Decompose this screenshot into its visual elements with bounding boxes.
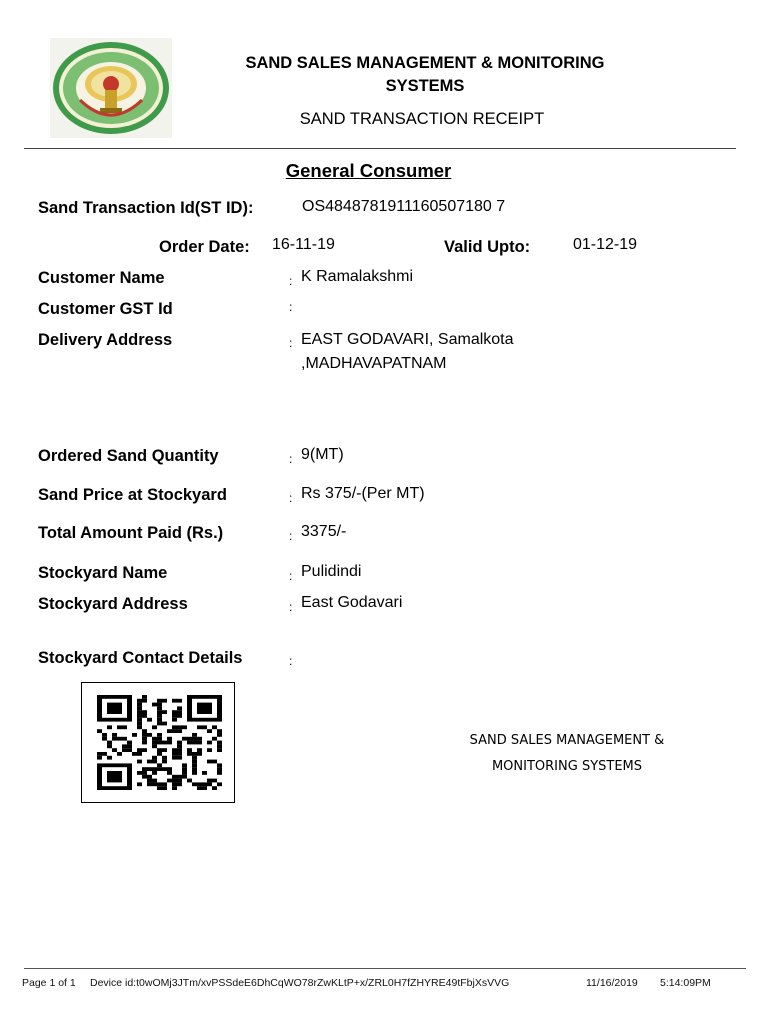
- page-number: Page 1 of 1: [22, 977, 76, 989]
- government-seal-icon: [50, 38, 172, 138]
- price-value: Rs 375/-(Per MT): [301, 485, 425, 502]
- customer-name-label: Customer Name: [38, 269, 165, 287]
- colon: :: [289, 452, 293, 466]
- print-time: 5:14:09PM: [660, 977, 711, 989]
- header-divider: [24, 148, 736, 149]
- colon: :: [289, 336, 293, 350]
- customer-name-value: K Ramalakshmi: [301, 268, 414, 285]
- stockyard-contact-label: Stockyard Contact Details: [38, 649, 243, 667]
- stockyard-name-value: Pulidindi: [301, 563, 362, 580]
- delivery-address-value: EAST GODAVARI, Samalkota ,MADHAVAPATNAM: [301, 331, 514, 372]
- customer-gst-label: Customer GST Id: [38, 300, 173, 318]
- colon: :: [289, 654, 293, 668]
- quantity-value: 9(MT): [301, 446, 344, 463]
- qr-code-icon: [81, 682, 235, 803]
- stockyard-name-label: Stockyard Name: [38, 564, 168, 582]
- price-label: Sand Price at Stockyard: [38, 486, 227, 504]
- total-amount-label: Total Amount Paid (Rs.): [38, 524, 224, 542]
- footer-organization: SAND SALES MANAGEMENT & MONITORING SYSTEMS: [469, 733, 665, 774]
- consumer-type-heading: General Consumer: [285, 160, 452, 181]
- print-date: 11/16/2019: [586, 977, 638, 989]
- order-date-value: 16-11-19: [272, 236, 335, 253]
- footer-divider: [24, 968, 746, 969]
- colon: :: [289, 491, 293, 505]
- st-id-value: OS4848781911160507180 7: [302, 198, 506, 215]
- stockyard-address-value: East Godavari: [301, 594, 403, 611]
- order-date-label: Order Date:: [159, 238, 250, 256]
- colon: :: [289, 274, 293, 288]
- colon: :: [289, 300, 293, 314]
- st-id-label: Sand Transaction Id(ST ID):: [38, 199, 254, 217]
- colon: :: [289, 600, 293, 614]
- valid-upto-label: Valid Upto:: [444, 238, 531, 256]
- delivery-address-label: Delivery Address: [38, 331, 173, 349]
- colon: :: [289, 569, 293, 583]
- quantity-label: Ordered Sand Quantity: [38, 447, 219, 465]
- receipt-subtitle: SAND TRANSACTION RECEIPT: [299, 110, 545, 128]
- total-amount-value: 3375/-: [301, 523, 347, 540]
- stockyard-address-label: Stockyard Address: [38, 595, 188, 613]
- valid-upto-value: 01-12-19: [573, 236, 638, 253]
- device-id: Device id:t0wOMj3JTm/xvPSSdeE6DhCqWO78rZwKLtP+x/ZRL0H7fZHYRE49tFbjXsVVG: [90, 977, 510, 989]
- colon: :: [289, 529, 293, 543]
- page-title: SAND SALES MANAGEMENT & MONITORING SYSTEMS: [245, 54, 605, 95]
